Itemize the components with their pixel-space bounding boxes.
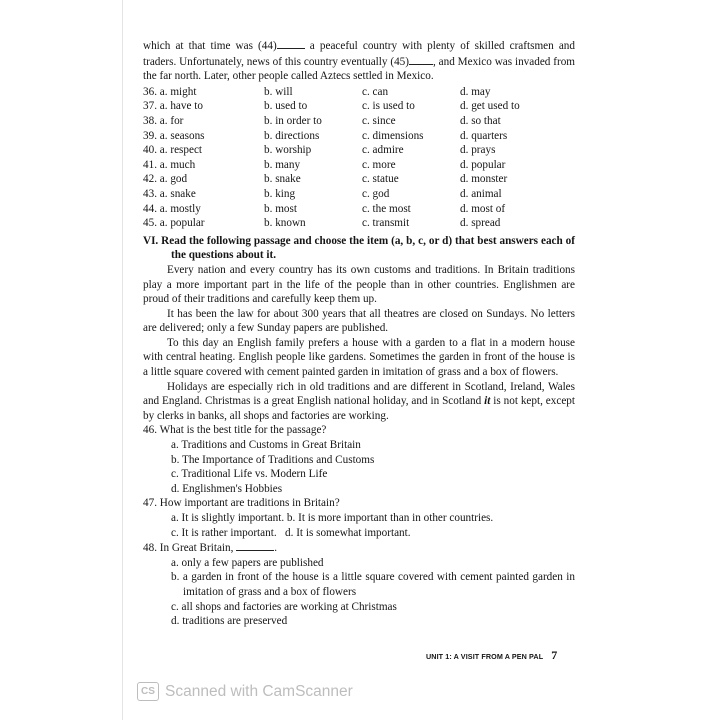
- option-d: d. so that: [460, 114, 501, 127]
- option-b: b. used to: [264, 100, 308, 113]
- p4-emphasis: it: [484, 395, 491, 408]
- option-a: a. popular: [159, 217, 205, 230]
- option-b: b. worship: [264, 144, 312, 157]
- option-num-a: [143, 158, 264, 173]
- intro-text-1: which at that time was (44): [143, 40, 277, 52]
- answer-48d: d. traditions are preserved: [171, 615, 288, 628]
- answer-47ab: a. It is slightly important. b. It is more important than in other countries.: [171, 512, 494, 524]
- option-c: c. more: [362, 158, 396, 171]
- option-c: c. dimensions: [362, 129, 424, 142]
- option-d: d. prays: [460, 144, 496, 157]
- option-row: [143, 172, 575, 187]
- option-num-a: [143, 114, 264, 129]
- footer-unit-title: UNIT 1: A VISIT FROM A PEN PAL: [426, 652, 544, 661]
- question-48: [143, 540, 575, 556]
- option-d: d. may: [460, 85, 491, 98]
- option-a: a. god: [159, 173, 188, 186]
- option-num-a: [143, 187, 264, 202]
- option-num-a: [143, 202, 264, 217]
- option-a: a. for: [159, 114, 184, 127]
- blank-44: [277, 38, 305, 49]
- option-c: c. since: [362, 114, 396, 127]
- option-row: [143, 143, 575, 158]
- option-b: b. known: [264, 217, 306, 230]
- question-number: 41.: [143, 158, 157, 171]
- option-c: c. is used to: [362, 100, 415, 113]
- option-a: a. might: [159, 85, 197, 98]
- option-num-a: [143, 99, 264, 114]
- question-47: 47. How important are traditions in Britain?: [143, 497, 340, 510]
- camscanner-watermark: [137, 682, 353, 701]
- option-c: c. god: [362, 187, 390, 200]
- intro-text-3: , and Mexico was invaded from the far north. Later, other people called Aztecs settled in Mexico.: [143, 55, 576, 83]
- intro-text-2: a peaceful country with plenty of skilled craftsmen and traders. Unfortunately, news of this country eventually (45): [143, 40, 575, 68]
- answer-46c: c. Traditional Life vs. Modern Life: [171, 468, 328, 481]
- option-a: a. have to: [159, 100, 203, 113]
- options-table: [143, 85, 575, 231]
- page-spine-edge: [122, 0, 123, 720]
- answer-48b: b. a garden in front of the house is a little square covered with cement painted garden in imitation of grass and a box of flowers: [171, 571, 575, 598]
- option-row: [143, 187, 575, 202]
- option-b: b. directions: [264, 129, 320, 142]
- worksheet-page: [143, 38, 575, 629]
- question-number: 40.: [143, 144, 157, 157]
- blank-45: [409, 54, 433, 65]
- page-footer: [426, 648, 566, 663]
- option-b: b. snake: [264, 173, 301, 186]
- option-row: [143, 158, 575, 173]
- option-c: c. transmit: [362, 217, 410, 230]
- option-row: [143, 85, 575, 100]
- option-b: b. king: [264, 187, 296, 200]
- question-number: 38.: [143, 114, 157, 127]
- answer-48a: a. only a few papers are published: [171, 556, 324, 569]
- page-number: 7: [551, 648, 558, 662]
- option-d: d. get used to: [460, 100, 520, 113]
- p4-text-a: Holidays are especially rich in old traditions and are different in Scotland, Ireland, Wales and England. Christmas is a great English national holiday, and in Scotland: [143, 380, 575, 408]
- question-number: 44.: [143, 202, 157, 215]
- option-num-a: [143, 129, 264, 144]
- option-a: a. much: [159, 158, 196, 171]
- option-num-a: [143, 216, 264, 231]
- passage-paragraph-3: To this day an English family prefers a house with a garden to a flat in a modern house with central heating. English people like gardens. Sometimes the garden in front of the house is a little square covered with cement painted garden in imitation of grass and a box of flowers.: [143, 336, 575, 379]
- option-b: b. in order to: [264, 114, 322, 127]
- answer-48c: c. all shops and factories are working at Christmas: [171, 600, 397, 613]
- option-num-a: [143, 85, 264, 100]
- answer-46a: a. Traditions and Customs in Great Britain: [171, 439, 361, 452]
- q48-text: 48. In Great Britain,: [143, 542, 237, 555]
- option-a: a. mostly: [159, 202, 201, 215]
- option-row: [143, 216, 575, 231]
- option-c: c. admire: [362, 144, 404, 157]
- passage-paragraph-1: Every nation and every country has its own customs and traditions. In Britain traditions play a more important part in the life of the people than in other countries. Englishmen are proud of their traditions and carefully keep them up.: [143, 263, 575, 306]
- question-number: 43.: [143, 187, 157, 200]
- watermark-text: Scanned with CamScanner: [165, 682, 353, 700]
- passage-paragraph-4: [143, 380, 575, 424]
- q48-end: .: [274, 542, 278, 555]
- passage-paragraph-2: It has been the law for about 300 years that all theatres are closed on Sundays. No letters are delivered; only a few Sunday papers are published.: [143, 307, 575, 335]
- question-46: 46. What is the best title for the passage?: [143, 424, 327, 437]
- option-a: a. snake: [159, 187, 196, 200]
- question-number: 36.: [143, 85, 157, 98]
- option-d: d. quarters: [460, 129, 508, 142]
- question-number: 39.: [143, 129, 157, 142]
- question-number: 37.: [143, 100, 157, 113]
- answer-46d: d. Englishmen's Hobbies: [171, 482, 283, 495]
- option-d: d. monster: [460, 173, 508, 186]
- intro-paragraph: [143, 38, 575, 84]
- section-vi-heading: VI. Read the following passage and choose the item (a, b, c, or d) that best answers each of the questions about it.: [143, 234, 575, 262]
- option-row: [143, 114, 575, 129]
- option-row: [143, 99, 575, 114]
- option-num-a: [143, 143, 264, 158]
- question-number: 45.: [143, 217, 157, 230]
- option-a: a. seasons: [159, 129, 205, 142]
- option-d: d. popular: [460, 158, 506, 171]
- option-d: d. spread: [460, 217, 501, 230]
- option-b: b. many: [264, 158, 301, 171]
- option-row: [143, 129, 575, 144]
- option-b: b. will: [264, 85, 293, 98]
- option-num-a: [143, 172, 264, 187]
- answer-46b: b. The Importance of Traditions and Customs: [171, 453, 375, 466]
- option-c: c. can: [362, 85, 389, 98]
- option-d: d. animal: [460, 187, 502, 200]
- option-d: d. most of: [460, 202, 506, 215]
- option-c: c. statue: [362, 173, 399, 186]
- camscanner-logo-icon: CS: [137, 682, 159, 701]
- option-b: b. most: [264, 202, 297, 215]
- option-a: a. respect: [159, 144, 203, 157]
- blank-48: [236, 540, 274, 551]
- p4-text-b: is not kept, except by clerks in banks, all shops and factories are working.: [143, 395, 575, 422]
- option-row: [143, 202, 575, 217]
- question-number: 42.: [143, 173, 157, 186]
- option-c: c. the most: [362, 202, 411, 215]
- answer-47cd: c. It is rather important. d. It is somewhat important.: [171, 526, 411, 539]
